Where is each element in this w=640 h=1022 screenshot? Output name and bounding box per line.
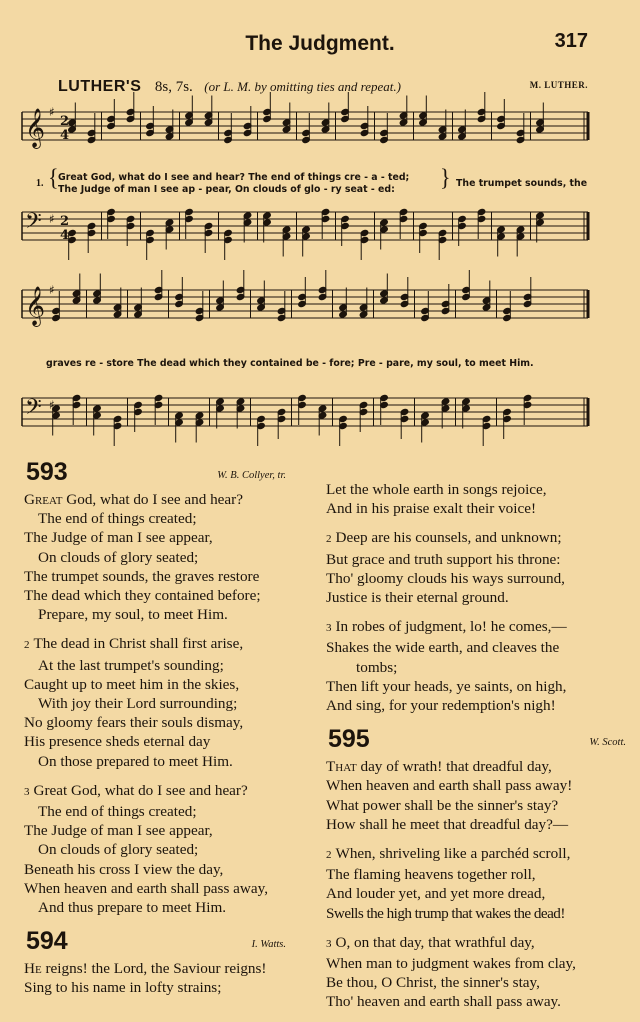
- verse-line: Be thou, O Christ, the sinner's stay,: [326, 974, 540, 992]
- verse-line: 3 Great God, what do I see and hear?: [24, 781, 248, 799]
- verse-line: When man to judgment wakes from clay,: [326, 955, 576, 973]
- hymn-595: [326, 725, 626, 1011]
- verse-line: What power shall be the sinner's stay?: [326, 796, 559, 814]
- verse-line: The Judge of man I see appear,: [24, 822, 213, 840]
- verse-line: And thus prepare to meet Him.: [38, 899, 227, 917]
- verse-line: How shall he meet that dreadful day?—: [326, 815, 569, 833]
- verse: [326, 617, 626, 715]
- verse-line: 3 O, on that day, that wrathful day,: [326, 933, 535, 951]
- hymn-author: I. Watts.: [251, 939, 286, 951]
- verse-line: On clouds of glory seated;: [38, 841, 199, 859]
- time-signature: 4: [60, 128, 70, 143]
- verse-line: The trumpet sounds, the graves restore: [24, 567, 260, 585]
- verse-line: 2 Deep are his counsels, and unknown;: [326, 529, 562, 547]
- verse-line: The flaming heavens together roll,: [326, 866, 536, 884]
- verse-line: Sing to his name in lofty strains;: [24, 979, 222, 997]
- music-score: [0, 0, 640, 450]
- music-lyric-line: The Judge of man I see ap - pear, On clouds of glo - ry seat - ed:: [58, 184, 395, 195]
- staff-lines: [22, 112, 588, 426]
- hymn-593: [24, 458, 308, 917]
- time-signature: 2: [60, 214, 70, 229]
- treble-clef-icon: 𝄞: [25, 108, 46, 148]
- key-signature-sharp-icon: ♯: [49, 212, 55, 226]
- key-signature-sharp-icon: ♯: [49, 283, 55, 297]
- verse-line: The Judge of man I see appear,: [24, 529, 213, 547]
- verse-line: 2 When, shriveling like a parchéd scroll,: [326, 845, 571, 863]
- hymn-author: W. B. Collyer, tr.: [217, 470, 286, 481]
- tune-composer: M. LUTHER.: [529, 80, 588, 90]
- tune-name: LUTHER'S: [58, 78, 142, 95]
- hymn-author: W. Scott.: [589, 737, 626, 749]
- verse: [24, 634, 308, 770]
- verse-line: And in his praise exalt their voice!: [326, 500, 537, 518]
- verse-line: Great God, what do I see and hear?: [24, 491, 243, 508]
- verse: [326, 933, 626, 1012]
- verse: [326, 480, 626, 518]
- verse-line: At the last trumpet's sounding;: [38, 656, 224, 674]
- verse-line: That day of wrath! that dreadful day,: [326, 758, 552, 776]
- verse-line: Shakes the wide earth, and cleaves the: [326, 639, 560, 657]
- key-signature-sharp-icon: ♯: [49, 105, 55, 119]
- verse-line: Tho' gloomy clouds his ways surround,: [326, 569, 565, 587]
- verse: [24, 490, 308, 624]
- verse: [326, 757, 626, 834]
- verse-line: But grace and truth support his throne:: [326, 550, 561, 568]
- verse-line: With joy their Lord surrounding;: [38, 695, 238, 713]
- verse-line: When heaven and earth shall pass away,: [24, 879, 269, 897]
- verse-line: The dead which they contained before;: [24, 587, 261, 605]
- verse-line: Let the whole earth in songs rejoice,: [326, 481, 547, 498]
- lyric-bracket-right: }: [440, 163, 451, 192]
- verse-line: On those prepared to meet Him.: [38, 752, 233, 770]
- verse-line: Justice is their eternal ground.: [326, 589, 509, 607]
- lyric-bracket-left: {: [48, 163, 59, 192]
- verse-line: Prepare, my soul, to meet Him.: [38, 606, 228, 624]
- tune-note: (or L. M. by omitting ties and repeat.): [204, 79, 401, 94]
- verse-line: Beneath his cross I view the day,: [24, 860, 224, 878]
- verse-line: On clouds of glory seated;: [38, 548, 199, 566]
- music-verse-number: 1.: [36, 178, 44, 189]
- music-notes: [52, 92, 545, 446]
- verse-line: No gloomy fears their souls dismay,: [24, 714, 244, 732]
- clefs: [25, 105, 69, 425]
- music-lyric-line: Great God, what do I see and hear? The end of things cre - a - ted;: [58, 172, 410, 183]
- tune-meter: 8s, 7s.: [154, 79, 193, 95]
- verse: [326, 844, 626, 923]
- music-lyric-line: graves re - store The dead which they contained be - fore; Pre - pare, my soul, to meet Him.: [46, 358, 534, 369]
- verse-line: Tho' heaven and earth shall pass away.: [326, 993, 561, 1011]
- bar-lines: [22, 112, 588, 426]
- key-signature-sharp-icon: ♯: [49, 398, 55, 412]
- treble-clef-icon: 𝄞: [25, 286, 46, 326]
- verse-line: His presence sheds eternal day: [24, 733, 211, 751]
- hymn-number: 593: [26, 458, 68, 486]
- hymn-number: 595: [328, 725, 370, 754]
- hymn-number: 594: [26, 927, 68, 956]
- music-lyric-tail: The trumpet sounds, the: [456, 178, 588, 189]
- time-signature: 2: [60, 114, 70, 129]
- hymn-594: [24, 927, 308, 997]
- verse-line: And louder yet, and yet more dread,: [326, 885, 546, 903]
- verse: [326, 528, 626, 607]
- verse-line: Then lift your heads, ye saints, on high,: [326, 677, 567, 695]
- verse-line: The end of things created;: [38, 803, 197, 821]
- verse-line: tombs;: [356, 658, 398, 676]
- verse-line: He reigns! the Lord, the Saviour reigns!: [24, 960, 267, 978]
- time-signature: 4: [60, 228, 70, 243]
- verse-line: 3 In robes of judgment, lo! he comes,—: [326, 618, 567, 636]
- verse-line: Swells the high trump that wakes the dead!: [326, 904, 565, 922]
- verse-line: And sing, for your redemption's nigh!: [326, 697, 556, 715]
- verse-line: Caught up to meet him in the skies,: [24, 675, 240, 693]
- verse: [24, 781, 308, 917]
- text-column-right: [326, 480, 626, 1022]
- verse-line: When heaven and earth shall pass away!: [326, 777, 573, 795]
- bass-clef-icon: 𝄢: [25, 209, 42, 239]
- bass-clef-icon: 𝄢: [25, 395, 42, 425]
- page-title: The Judgment.: [245, 32, 395, 55]
- page-number: 317: [554, 30, 588, 52]
- verse-line: 2 The dead in Christ shall first arise,: [24, 635, 244, 653]
- text-column-left: [24, 458, 308, 998]
- verse-line: The end of things created;: [38, 510, 197, 528]
